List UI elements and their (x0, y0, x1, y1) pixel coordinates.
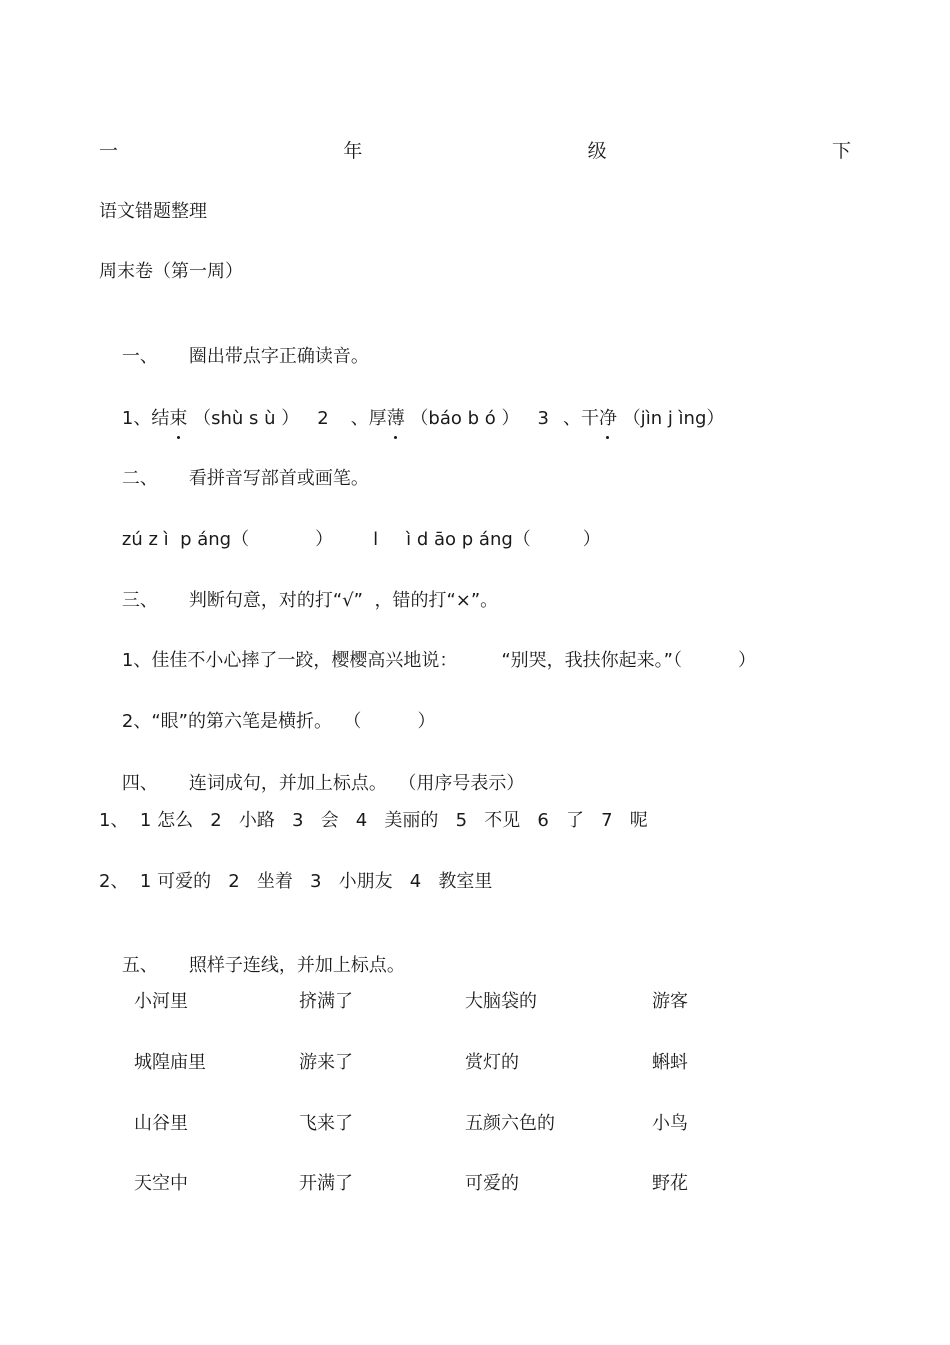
section4-question-2: 2、 1 可爱的 2 坐着 3 小朋友 4 教室里 (99, 871, 493, 892)
dotted-char: 束 (169, 408, 188, 429)
match-word: 山谷里 (134, 1113, 188, 1134)
match-word: 天空中 (134, 1173, 188, 1194)
pinyin-options: （báo b ó ） (410, 408, 520, 429)
question-text: 2、“眼”的第六笔是横折。 （ (121, 711, 362, 732)
match-word: 赏灯的 (465, 1052, 519, 1073)
section-number: 三、 (121, 590, 158, 611)
pinyin-options: （shù s ù ） (193, 408, 300, 429)
title-char: 下 (831, 140, 851, 162)
match-word: 挤满了 (299, 991, 353, 1012)
match-word: 可爱的 (465, 1173, 519, 1194)
title-char: 一 (99, 140, 119, 162)
subtitle: 语文错题整理 (99, 201, 207, 222)
page-title (99, 139, 851, 163)
pinyin-item: l (373, 529, 379, 550)
answer-paren-close: ） (315, 529, 334, 550)
section-title: 照样子连线，并加上标点。 (188, 955, 405, 976)
item-number: 2 (317, 408, 329, 429)
pinyin-item: ì d āo p áng（ (406, 529, 531, 550)
item-prefix: 、厚 (350, 408, 387, 429)
dotted-char: 净 (598, 408, 617, 429)
match-word: 蝌蚪 (652, 1052, 688, 1073)
match-word: 开满了 (299, 1173, 353, 1194)
match-word: 五颜六色的 (465, 1113, 555, 1134)
match-word: 大脑袋的 (465, 991, 537, 1012)
section-title: 看拼音写部首或画笔。 (188, 468, 369, 489)
item-prefix: 1、结 (121, 408, 170, 429)
section-title: 判断句意，对的打“√” ，错的打“×”。 (188, 590, 499, 611)
match-word: 野花 (652, 1173, 688, 1194)
pinyin-options: （jìn j ìng） (622, 408, 725, 429)
section-number: 二、 (121, 468, 158, 489)
match-word: 游来了 (299, 1052, 353, 1073)
dotted-char: 薄 (386, 408, 405, 429)
quoted-speech: “别哭，我扶你起来。”（ (501, 650, 682, 671)
pinyin-item: zú z ì p áng（ (121, 529, 250, 550)
question-text: 1、佳佳不小心摔了一跤，樱樱高兴地说： (121, 650, 458, 671)
section-number: 五、 (121, 955, 158, 976)
title-char: 年 (343, 140, 363, 162)
title-char: 级 (587, 140, 607, 162)
match-word: 小河里 (134, 991, 188, 1012)
answer-paren-close: ） (417, 711, 436, 732)
match-word: 小鸟 (652, 1113, 688, 1134)
section-number: 四、 (121, 773, 158, 794)
section4-question-1: 1、 1 怎么 2 小路 3 会 4 美丽的 5 不见 6 了 7 呢 (99, 810, 648, 831)
match-word: 游客 (652, 991, 688, 1012)
paper-name: 周末卷（第一周） (99, 261, 243, 282)
match-word: 飞来了 (299, 1113, 353, 1134)
item-number: 3 (537, 408, 549, 429)
section-title: 圈出带点字正确读音。 (188, 346, 369, 367)
section-number: 一、 (121, 346, 158, 367)
answer-paren-close: ） (738, 650, 756, 671)
item-prefix: 、干 (562, 408, 599, 429)
answer-paren-close: ） (582, 529, 601, 550)
match-word: 城隍庙里 (134, 1052, 206, 1073)
section-title: 连词成句，并加上标点。 （用序号表示） (188, 773, 525, 794)
